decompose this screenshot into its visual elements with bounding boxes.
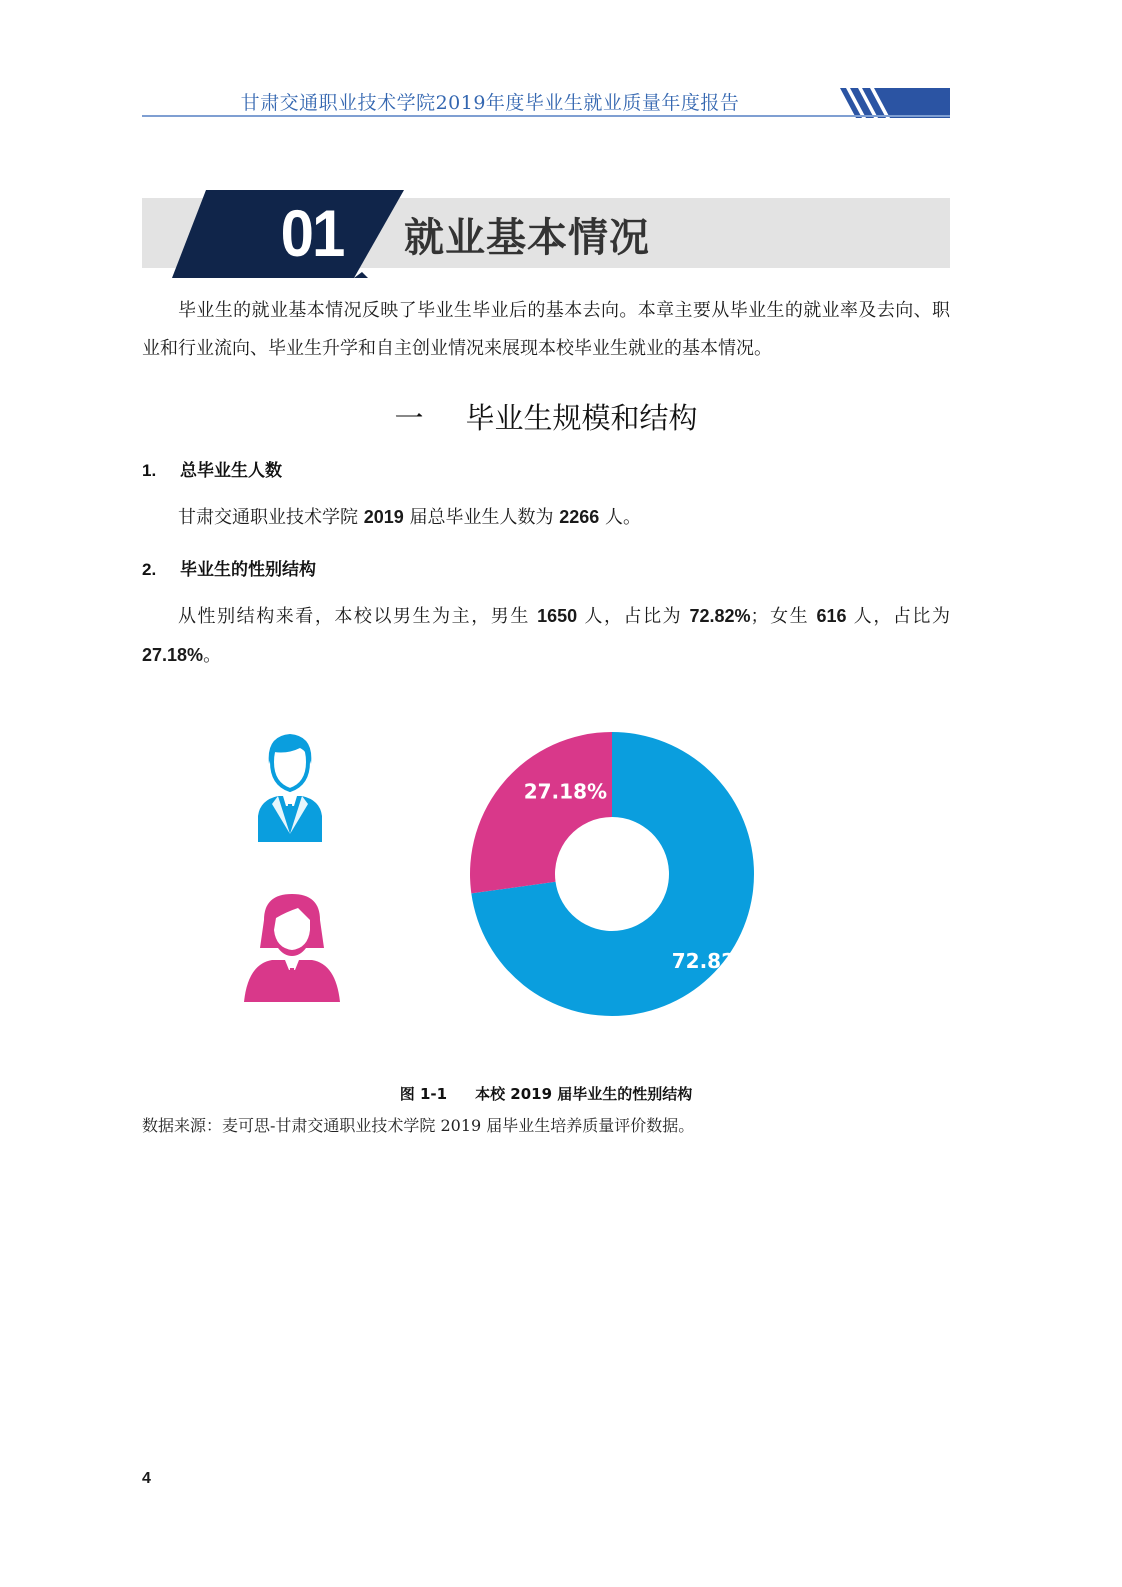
chapter-title: 就业基本情况 xyxy=(404,215,650,261)
text: 。 xyxy=(203,645,222,666)
report-header-title: 甘肃交通职业技术学院2019年度毕业生就业质量年度报告 xyxy=(240,92,740,114)
slice-female xyxy=(470,732,612,893)
header-stripes-decoration xyxy=(840,88,950,118)
section-number: 一 xyxy=(394,401,424,435)
chapter-number: 01 xyxy=(280,196,344,271)
subsection-2-number: 2. xyxy=(142,560,157,579)
gender-donut-chart xyxy=(462,718,762,1018)
text: 人，占比为 xyxy=(577,606,690,627)
male-percent: 72.82% xyxy=(689,606,751,626)
chapter-banner xyxy=(142,186,950,282)
text: 届总毕业生人数为 xyxy=(403,507,560,528)
total-graduates: 2266 xyxy=(559,507,600,527)
female-count: 616 xyxy=(816,606,847,626)
data-source-note: 数据来源：麦可思-甘肃交通职业技术学院 2019 届毕业生培养质量评价数据。 xyxy=(142,1116,695,1135)
section-heading xyxy=(142,396,950,437)
female-person-icon xyxy=(242,890,342,1002)
header-rule xyxy=(142,115,950,117)
text: 从性别结构来看，本校以男生为主，男生 xyxy=(178,606,538,627)
figure-caption-text: 本校 2019 届毕业生的性别结构 xyxy=(475,1085,693,1103)
slice-label-female: 27.18% xyxy=(523,779,608,804)
male-person-icon xyxy=(250,734,330,842)
subsection-2-heading xyxy=(142,555,316,580)
graduation-year: 2019 xyxy=(363,507,404,527)
text: ；女生 xyxy=(750,606,817,627)
gender-figure xyxy=(142,718,950,1038)
female-percent: 27.18% xyxy=(142,645,204,665)
subsection-2-title: 毕业生的性别结构 xyxy=(180,560,316,580)
subsection-1-title: 总毕业生人数 xyxy=(180,461,282,481)
intro-paragraph: 毕业生的就业基本情况反映了毕业生毕业后的基本去向。本章主要从毕业生的就业率及去向、职业和行业流向、毕业生升学和自主创业情况来展现本校毕业生就业的基本情况。 xyxy=(142,300,950,359)
text: 甘肃交通职业技术学院 xyxy=(178,507,364,528)
total-graduates-paragraph xyxy=(142,498,950,537)
figure-caption xyxy=(142,1083,950,1104)
figure-label: 图 1-1 xyxy=(399,1085,448,1103)
gender-structure-paragraph xyxy=(142,597,950,675)
subsection-1-number: 1. xyxy=(142,461,157,480)
slice-label-male: 72.82% xyxy=(671,948,756,973)
section-title: 毕业生规模和结构 xyxy=(465,401,698,435)
text: 人。 xyxy=(599,507,642,528)
text: 人，占比为 xyxy=(846,606,950,627)
male-count: 1650 xyxy=(537,606,578,626)
page-number: 4 xyxy=(142,1470,151,1487)
subsection-1-heading xyxy=(142,456,282,481)
